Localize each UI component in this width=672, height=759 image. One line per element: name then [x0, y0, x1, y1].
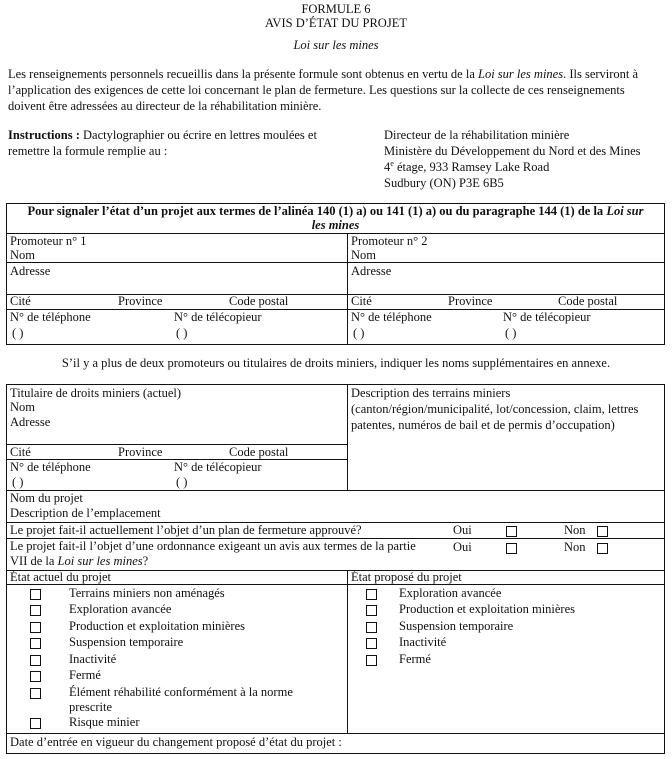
- proposed-option-label: Production et exploitation minières: [399, 602, 576, 616]
- form-title: AVIS D’ÉTAT DU PROJET: [265, 16, 407, 30]
- promoter1-phone-label: N° de téléphone: [10, 310, 91, 324]
- order-question-law: Loi sur les mines: [57, 554, 143, 568]
- privacy-notice: [8, 66, 664, 114]
- current-option-label: Exploration avancée: [69, 602, 172, 616]
- law-name: Loi sur les mines: [293, 38, 379, 52]
- lands-description-detail1: (canton/région/municipalité, lot/concession, claim, lettres: [351, 402, 639, 416]
- q1-no-checkbox[interactable]: [597, 526, 608, 537]
- order-question-text: VII de la: [10, 554, 58, 568]
- promoter1-postal-label: Code postal: [229, 294, 289, 308]
- promoter2-province-label: Province: [448, 294, 493, 308]
- proposed-option-label: Exploration avancée: [399, 586, 502, 600]
- section1-title-law: Loi sur: [606, 204, 644, 218]
- privacy-law: Loi sur les mines: [478, 67, 564, 81]
- promoter2-city-label: Cité: [351, 294, 372, 308]
- proposed-option-label: Fermé: [399, 652, 431, 666]
- current-option-label: Élément réhabilité conformément à la norme: [69, 685, 293, 699]
- current-option-checkbox[interactable]: [30, 605, 41, 616]
- promoter2-name-label: Nom: [351, 248, 376, 262]
- proposed-option-checkbox[interactable]: [366, 655, 377, 666]
- promoter1-fax-paren: ( ): [176, 326, 188, 340]
- proposed-option-checkbox[interactable]: [366, 638, 377, 649]
- lands-description-detail2: patentes, numéros de bail et de permis d’occupation): [351, 418, 615, 432]
- promoter2-fax-label: N° de télécopieur: [503, 310, 591, 324]
- lands-description-title: Description des terrains miniers: [351, 386, 511, 400]
- holder-label: Titulaire de droits miniers (actuel): [10, 386, 182, 400]
- proposed-option-checkbox[interactable]: [366, 605, 377, 616]
- current-option-label-cont: prescrite: [69, 700, 113, 714]
- current-option-label: Terrains miniers non aménagés: [69, 586, 225, 600]
- section1-title-line1: [8, 204, 663, 219]
- current-option-checkbox[interactable]: [30, 589, 41, 600]
- privacy-text-1: Les renseignements personnels recueillis dans la présente formule sont obtenus en vertu de la: [8, 67, 478, 81]
- promoter1-phone-paren: ( ): [12, 326, 24, 340]
- additional-promoters-note: S’il y a plus de deux promoteurs ou titulaires de droits miniers, indiquer les noms supplémentaires en annexe.: [61, 356, 611, 370]
- order-question-line1: Le projet fait-il l’objet d’une ordonnance exigeant un avis aux termes de la partie: [10, 539, 416, 553]
- current-option-checkbox[interactable]: [30, 638, 41, 649]
- promoter2-address-label: Adresse: [351, 264, 392, 278]
- holder-city-label: Cité: [10, 445, 31, 459]
- holder-postal-label: Code postal: [229, 445, 289, 459]
- address-floor: 4: [384, 160, 391, 174]
- current-option-label: Fermé: [69, 668, 101, 682]
- holder-name-label: Nom: [10, 400, 35, 414]
- privacy-text-2: . Ils serviront à l’application des exigences de cette loi concernant le plan de fermeture. Les questions sur la collecte de ces renseignements doivent être adressées au directeur de la réhabilitation minière.: [8, 67, 639, 113]
- current-option-label: Inactivité: [69, 652, 117, 666]
- promoter1-name-label: Nom: [10, 248, 35, 262]
- instructions-text: Dactylographier ou écrire en lettres moulées et: [79, 128, 317, 142]
- project-name-label: Nom du projet: [10, 491, 83, 505]
- section1-title-line2: les mines: [311, 218, 360, 232]
- promoter2-phone-label: N° de téléphone: [351, 310, 432, 324]
- form-number: FORMULE 6: [301, 2, 371, 16]
- current-state-header: État actuel du projet: [10, 570, 112, 584]
- proposed-option-label: Suspension temporaire: [399, 619, 514, 633]
- q2-yes-label: Oui: [453, 540, 472, 554]
- proposed-option-checkbox[interactable]: [366, 589, 377, 600]
- current-option-checkbox[interactable]: [30, 671, 41, 682]
- q1-yes-checkbox[interactable]: [506, 526, 517, 537]
- proposed-state-header: État proposé du projet: [351, 570, 462, 584]
- promoter1-province-label: Province: [118, 294, 163, 308]
- address-line4: Sudbury (ON) P3E 6B5: [384, 176, 504, 190]
- proposed-option-checkbox[interactable]: [366, 622, 377, 633]
- promoter2-label: Promoteur n° 2: [351, 234, 428, 248]
- current-option-checkbox[interactable]: [30, 622, 41, 633]
- effective-date-label: Date d’entrée en vigueur du changement proposé d’état du projet :: [10, 735, 342, 749]
- holder-address-label: Adresse: [10, 415, 51, 429]
- address-street: étage, 933 Ramsey Lake Road: [393, 160, 550, 174]
- current-option-label: Suspension temporaire: [69, 635, 184, 649]
- q2-no-label: Non: [564, 540, 586, 554]
- holder-province-label: Province: [118, 445, 163, 459]
- instructions-line1: [8, 128, 317, 143]
- q1-yes-label: Oui: [453, 523, 472, 537]
- promoter1-label: Promoteur n° 1: [10, 234, 87, 248]
- promoter2-fax-paren: ( ): [505, 326, 517, 340]
- q1-no-label: Non: [564, 523, 586, 537]
- promoter1-city-label: Cité: [10, 294, 31, 308]
- promoter1-address-label: Adresse: [10, 264, 51, 278]
- instructions-line2: remettre la formule remplie au :: [8, 144, 168, 158]
- q2-no-checkbox[interactable]: [597, 543, 608, 554]
- current-option-checkbox[interactable]: [30, 718, 41, 729]
- holder-fax-label: N° de télécopieur: [174, 460, 262, 474]
- address-floor-sup: e: [390, 158, 394, 168]
- closure-plan-question: Le projet fait-il actuellement l’objet d’un plan de fermeture approuvé?: [10, 523, 362, 537]
- address-line2: Ministère du Développement du Nord et des Mines: [384, 144, 641, 158]
- holder-phone-paren: ( ): [12, 475, 24, 489]
- promoter2-postal-label: Code postal: [558, 294, 618, 308]
- proposed-option-label: Inactivité: [399, 635, 447, 649]
- current-option-label: Risque minier: [69, 715, 140, 729]
- current-option-label: Production et exploitation minières: [69, 619, 246, 633]
- order-question-mark: ?: [142, 554, 149, 568]
- order-question-line2: [10, 554, 148, 569]
- q2-yes-checkbox[interactable]: [506, 543, 517, 554]
- address-line1: Directeur de la réhabilitation minière: [384, 128, 570, 142]
- section1-title-text: Pour signaler l’état d’un projet aux termes de l’alinéa 140 (1) a) ou 141 (1) a) ou du paragraphe 144 (1) de la: [27, 204, 607, 218]
- current-option-checkbox[interactable]: [30, 655, 41, 666]
- location-label: Description de l’emplacement: [10, 506, 161, 520]
- promoter2-phone-paren: ( ): [353, 326, 365, 340]
- promoter1-fax-label: N° de télécopieur: [174, 310, 262, 324]
- holder-fax-paren: ( ): [176, 475, 188, 489]
- holder-phone-label: N° de téléphone: [10, 460, 91, 474]
- address-line3: [384, 160, 549, 175]
- instructions-label: Instructions :: [8, 128, 80, 142]
- current-option-checkbox[interactable]: [30, 688, 41, 699]
